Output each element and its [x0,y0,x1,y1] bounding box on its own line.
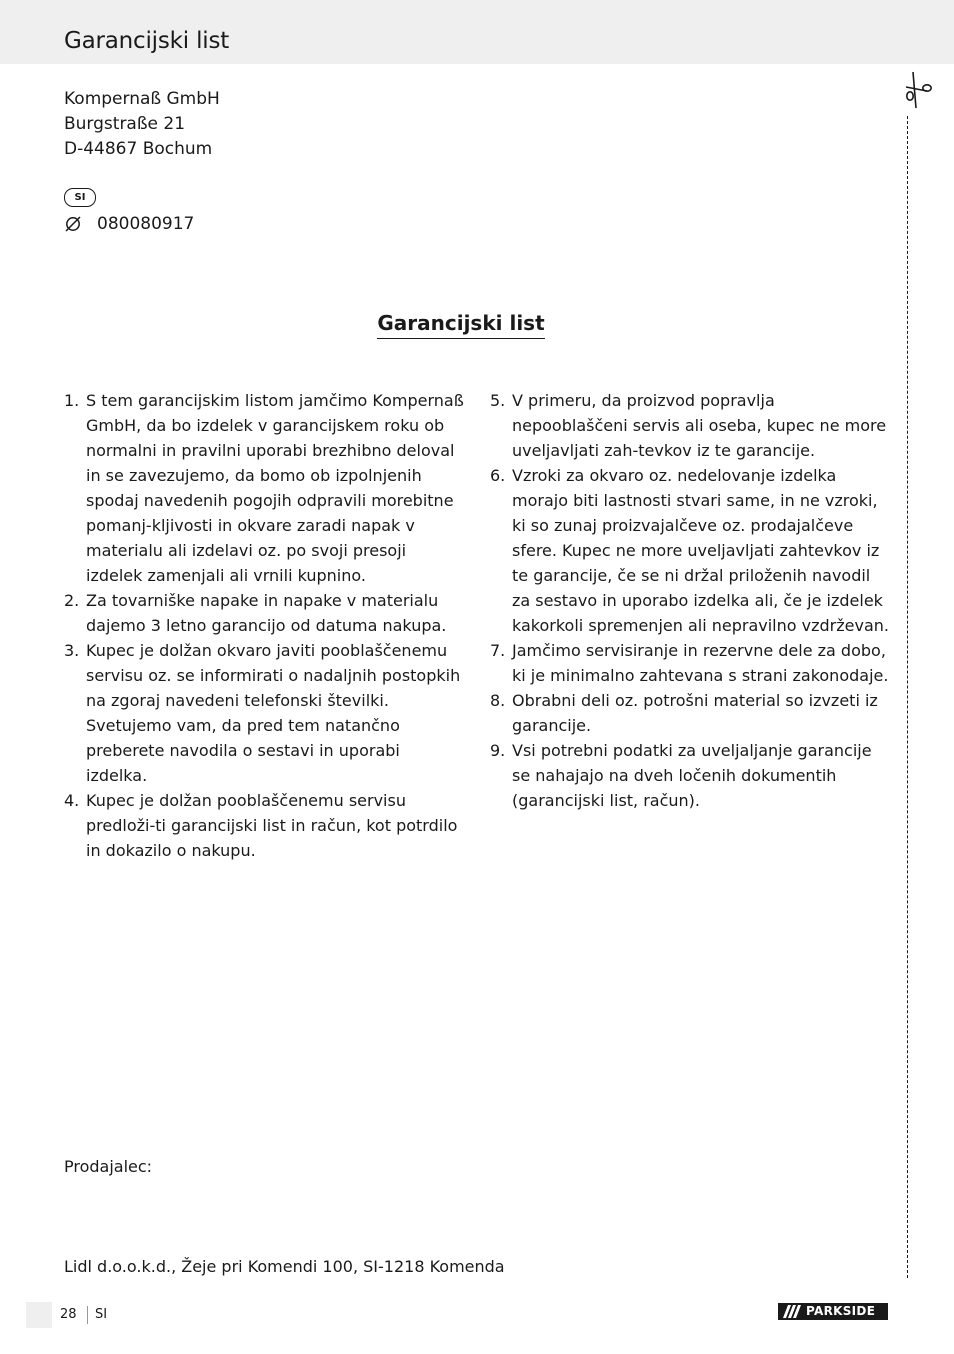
logo-stripes-icon [778,1303,804,1320]
page-number: 28 [60,1307,77,1322]
term-number: 1. [64,391,80,410]
term-item [490,388,890,463]
cut-line [907,116,908,1278]
term-number: 8. [490,691,506,710]
terms-left-column [64,388,466,863]
header-band [0,0,954,64]
brand-name: PARKSIDE [806,1304,876,1318]
term-number: 2. [64,591,80,610]
term-number: 6. [490,466,506,485]
term-text: Vzroki za okvaro oz. nedelovanje izdelka morajo biti lastnosti stvari same, in ne vzroki, ki so zunaj proizvajalčeve oz. prodajalčeve sfere. Kupec ne more uveljavljati zahtevkov iz te garancije, če se ni držal priloženih navodil za sestavo in uporabo izdelka ali, če je izdelek kakorkoli spremenjen ali nepravilno vzdrževan. [512,466,889,635]
scissors-icon [900,70,934,110]
page-header-title: Garancijski list [64,28,230,54]
retailer-address: Lidl d.o.o.k.d., Žeje pri Komendi 100, SI-1218 Komenda [64,1257,505,1276]
phone-icon [64,215,82,233]
seller-label: Prodajalec: [64,1157,153,1176]
term-text: Kupec je dolžan okvaro javiti pooblaščenemu servisu oz. se informirati o nadaljnih postopkih na zgoraj navedeni telefonski številki. Svetujemo vam, da pred tem natančno preberete navodila o sestavi in uporabi izdelka. [86,641,461,785]
term-number: 3. [64,641,80,660]
footer-box [26,1302,52,1328]
term-item [490,688,890,738]
manufacturer-city: D-44867 Bochum [64,139,213,159]
phone-number: 080080917 [97,214,195,234]
footer-divider [87,1306,88,1324]
section-title-text: Garancijski list [377,310,544,339]
term-number: 7. [490,641,506,660]
term-text: Vsi potrebni podatki za uveljaljanje garancije se nahajajo na dveh ločenih dokumentih (garancijski list, račun). [512,741,872,810]
section-title [0,310,922,339]
phone-row [64,212,194,236]
manufacturer-address [64,87,220,162]
term-item [490,463,890,638]
term-text: Jamčimo servisiranje in rezervne dele za dobo, ki je minimalno zahtevana s strani zakonodaje. [512,641,889,685]
term-item [64,588,466,638]
term-text: Kupec je dolžan pooblaščenemu servisu predloži-ti garancijski list in račun, kot potrdilo in dokazilo o nakupu. [86,791,458,860]
term-item [64,788,466,863]
term-item [64,638,466,788]
term-number: 4. [64,791,80,810]
manufacturer-street: Burgstraße 21 [64,114,186,134]
term-text: V primeru, da proizvod popravlja nepooblaščeni servis ali oseba, kupec ne more uveljavljati zah-tevkov iz te garancije. [512,391,887,460]
term-item [490,738,890,813]
term-number: 9. [490,741,506,760]
term-text: S tem garancijskim listom jamčimo Kompernaß GmbH, da bo izdelek v garancijskem roku ob normalni in pravilni uporabi brezhibno deloval in se zavezujemo, da bomo ob izpolnjenih spodaj navedenih pogojih odpravili morebitne pomanj-kljivosti in okvare zaradi napak v materialu ali izdelavi oz. po svoji presoji izdelek zamenjali ali vrnili kupnino. [86,391,464,585]
terms-right-column [490,388,890,813]
term-text: Obrabni deli oz. potrošni material so izvzeti iz garancije. [512,691,878,735]
term-item [64,388,466,588]
country-badge: SI [64,188,96,207]
term-item [490,638,890,688]
brand-logo [778,1303,888,1320]
term-text: Za tovarniške napake in napake v materialu dajemo 3 letno garancijo od datuma nakupa. [86,591,447,635]
footer-language: SI [95,1307,108,1322]
term-number: 5. [490,391,506,410]
manufacturer-name: Kompernaß GmbH [64,89,220,109]
